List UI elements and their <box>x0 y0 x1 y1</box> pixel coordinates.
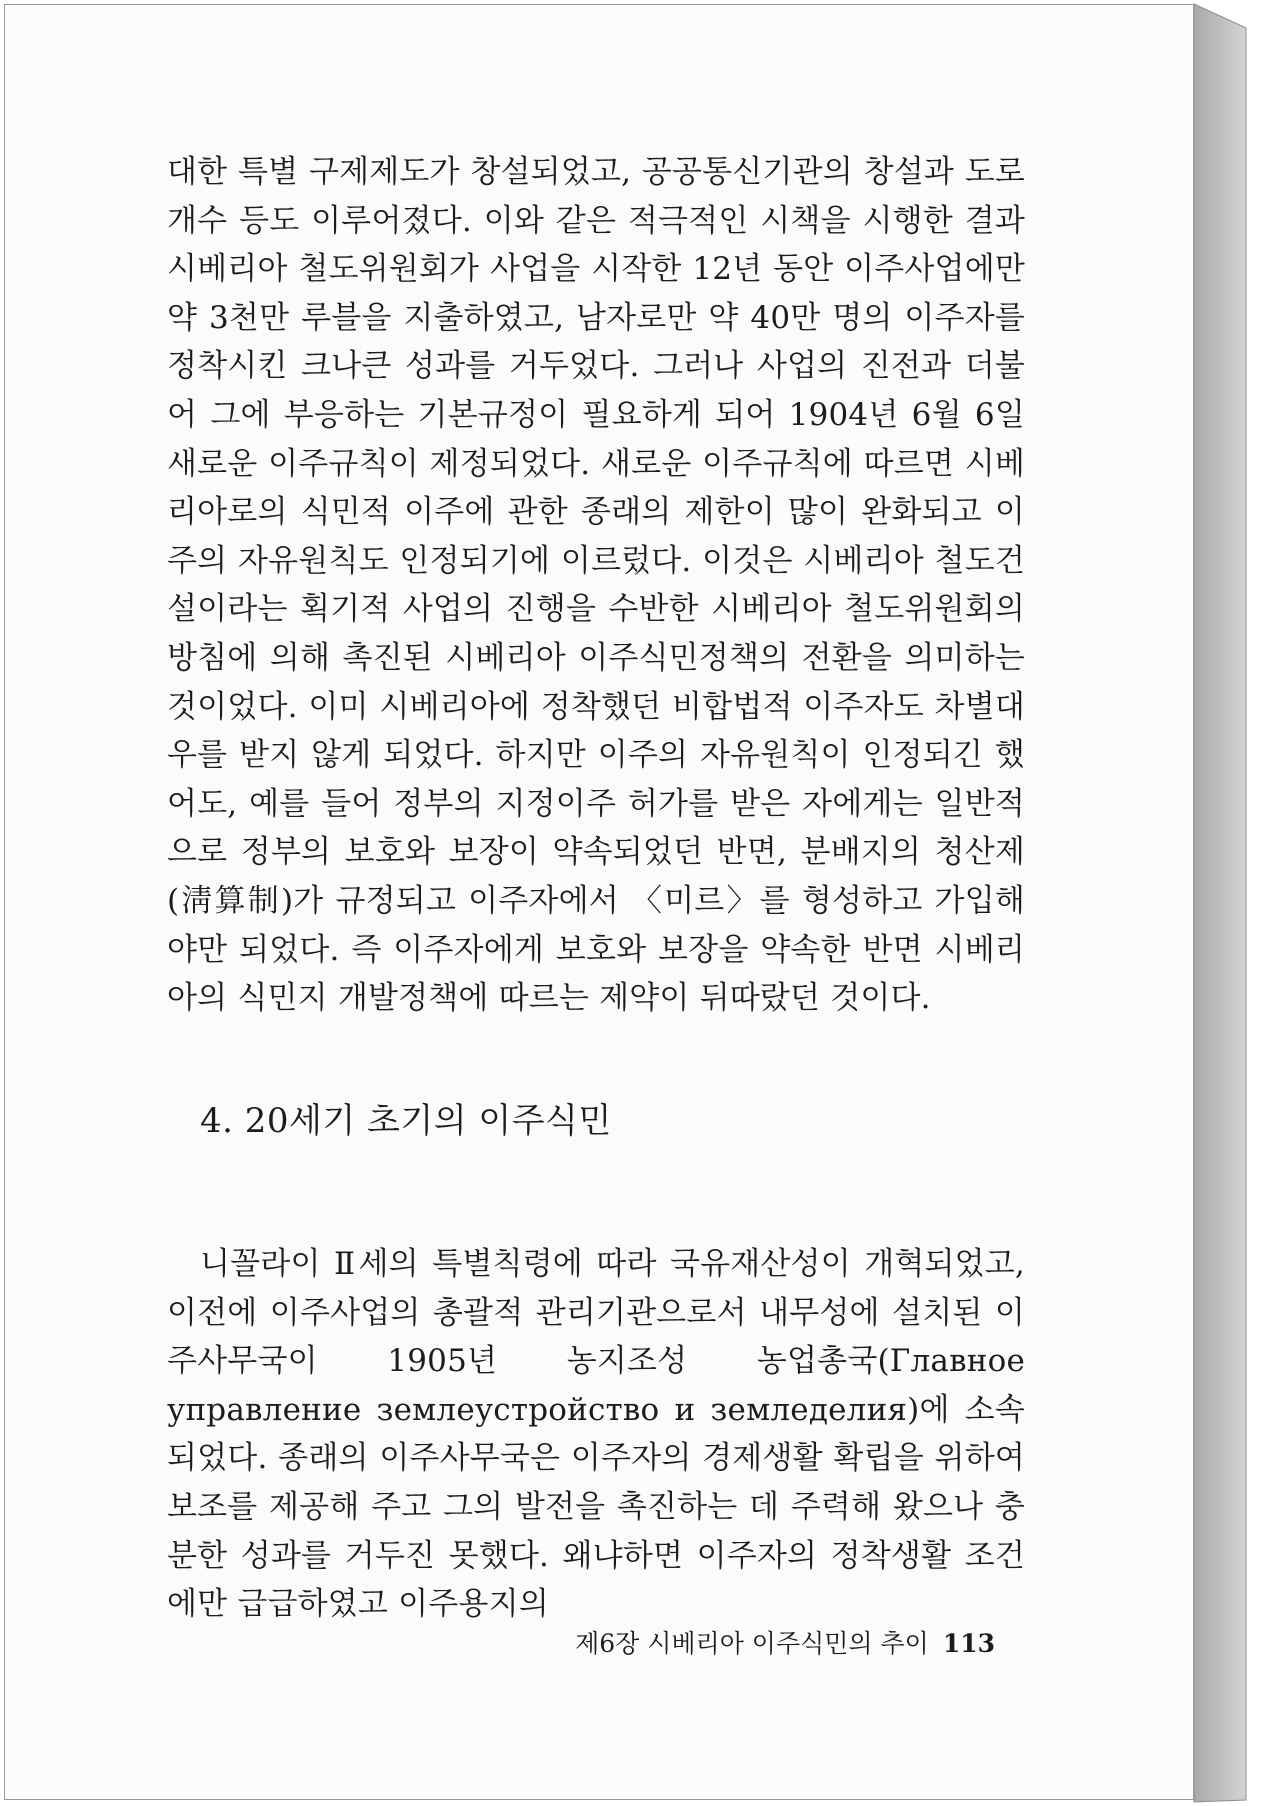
page-number: 113 <box>942 1629 995 1658</box>
body-paragraph-1: 대한 특별 구제제도가 창설되었고, 공공통신기관의 창설과 도로 개수 등도 이루어졌다. 이와 같은 적극적인 시책을 시행한 결과 시베리아 철도위원회가 사업을 시작한 12년 동안 이주사업에만 약 3천만 루블을 지출하였고, 남자로만 약 40만 명의 이주자를 정착시킨 크나큰 성과를 거두었다. 그러나 사업의 진전과 더불어 그에 부응하는 기본규정이 필요하게 되어 1904년 6월 6일 새로운 이주규칙이 제정되었다. 새로운 이주규칙에 따르면 시베리아로의 식민적 이주에 관한 종래의 제한이 많이 완화되고 이주의 자유원칙도 인정되기에 이르렀다. 이것은 시베리아 철도건설이라는 획기적 사업의 진행을 수반한 시베리아 철도위원회의 방침에 의해 촉진된 시베리아 이주식민정책의 전환을 의미하는 것이었다. 이미 시베리아에 정착했던 비합법적 이주자도 차별대우를 받지 않게 되었다. 하지만 이주의 자유원칙이 인정되긴 했어도, 예를 들어 정부의 지정이주 허가를 받은 자에게는 일반적으로 정부의 보호와 보장이 약속되었던 반면, 분배지의 청산제(淸算制)가 규정되고 이주자에서 〈미르〉를 형성하고 가입해야만 되었다. 즉 이주자에게 보호와 보장을 약속한 반면 시베리아의 식민지 개발정책에 따르는 제약이 뒤따랐던 것이다. <box>167 154 1025 1017</box>
section-heading: 4. 20세기 초기의 이주식민 <box>200 1101 612 1141</box>
page-body <box>167 148 1025 1023</box>
page-body-continued <box>167 1240 1025 1629</box>
body-paragraph-2: 니꼴라이 Ⅱ세의 특별칙령에 따라 국유재산성이 개혁되었고, 이전에 이주사업의 총괄적 관리기관으로서 내무성에 설치된 이주사무국이 1905년 농지조성 농업총국(Главное управление землеустройство и земледелия)에 소속되었다. 종래의 이주사무국은 이주자의 경제생활 확립을 위하여 보조를 제공해 주고 그의 발전을 촉진하는 데 주력해 왔으나 충분한 성과를 거두진 못했다. 왜냐하면 이주자의 정착생활 조건에만 급급하였고 이주용지의 <box>167 1246 1025 1623</box>
chapter-title: 제6장 시베리아 이주식민의 추이 <box>575 1629 929 1658</box>
running-footer <box>575 1626 995 1662</box>
